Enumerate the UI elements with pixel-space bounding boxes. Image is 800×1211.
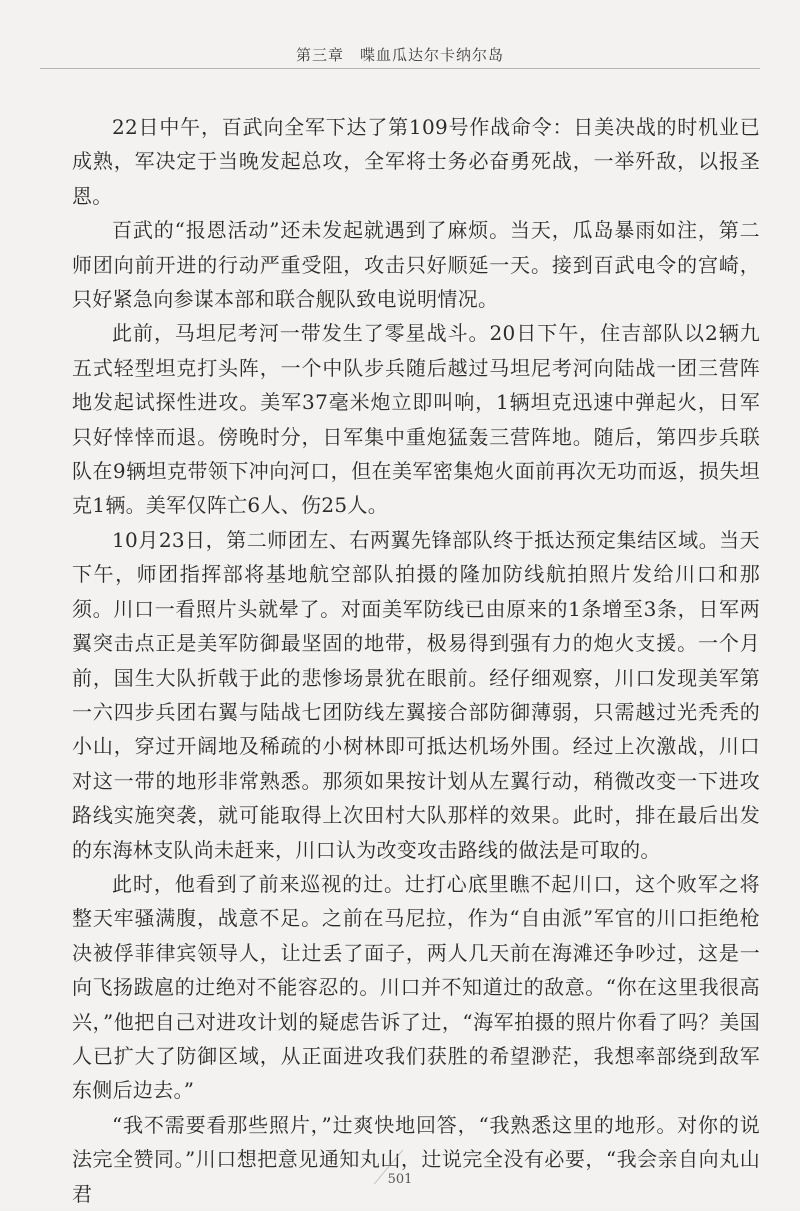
paragraph: 10月23日，第二师团左、右两翼先锋部队终于抵达预定集结区域。当天下午，师团指挥部将基地航空部队拍摄的隆加防线航拍照片发给川口和那须。川口一看照片头就晕了。对面美军防线已由原来的1条增至3条，日军两翼突击点正是美军防御最坚固的地带，极易得到强有力的炮火支援。一个月前，国生大队折戟于此的悲惨场景犹在眼前。经仔细观察，川口发现美军第一六四步兵团右翼与陆战七团防线左翼接合部防御薄弱，只需越过光秃秃的小山，穿过开阔地及稀疏的小树林即可抵达机场外围。经过上次激战，川口对这一带的地形非常熟悉。那须如果按计划从左翼行动，稍微改变一下进攻路线实施突袭，就可能取得上次田村大队那样的效果。此时，排在最后出发的东海林支队尚未赶来，川口认为改变攻击路线的做法是可取的。 xyxy=(72,527,760,862)
paragraph: 此时，他看到了前来巡视的辻。辻打心底里瞧不起川口，这个败军之将整天牢骚满腹，战意不足。之前在马尼拉，作为“自由派”军官的川口拒绝枪决被俘菲律宾领导人，让辻丢了面子，两人几天前在海滩还争吵过，这是一向飞扬跋扈的辻绝对不能容忍的。川口并不知道辻的敌意。“你在这里我很高兴，”他把自己对进攻计划的疑虑告诉了辻，“海军拍摄的照片你看了吗？美国人已扩大了防御区域，从正面进攻我们获胜的希望渺茫，我想率部绕到敌军东侧后边去。” xyxy=(72,871,760,1103)
running-header: 第三章 喋血瓜达尔卡纳尔岛 xyxy=(295,46,504,64)
paragraph: 百武的“报恩活动”还未发起就遇到了麻烦。当天，瓜岛暴雨如注，第二师团向前开进的行动严重受阻，攻击只好顺延一天。接到百武电令的宫崎，只好紧急向参谋本部和联合舰队致电说明情况。 xyxy=(72,218,760,312)
paragraph: “我不需要看那些照片，”辻爽快地回答，“我熟悉这里的地形。对你的说法完全赞同。”川口想把意见通知丸山，辻说完全没有必要，“我会亲自向丸山君 xyxy=(72,1112,760,1206)
paragraph: 22日中午，百武向全军下达了第109号作战命令：日美决战的时机业已成熟，军决定于当晚发起总攻，全军将士务必奋勇死战，一举歼敌，以报圣恩。 xyxy=(72,115,760,208)
page-number: 501 xyxy=(387,1172,413,1187)
header-divider xyxy=(40,68,760,69)
body-text xyxy=(72,110,760,1211)
paragraph: 此前，马坦尼考河一带发生了零星战斗。20日下午，住吉部队以2辆九五式轻型坦克打头阵，一个中队步兵随后越过马坦尼考河向陆战一团三营阵地发起试探性进攻。美军37毫米炮立即叫响，1辆坦克迅速中弹起火，日军只好悻悻而退。傍晚时分，日军集中重炮猛轰三营阵地。随后，第四步兵联队在9辆坦克带领下冲向河口，但在美军密集炮火面前再次无功而返，损失坦克1辆。美军仅阵亡6人、伤25人。 xyxy=(72,321,760,518)
